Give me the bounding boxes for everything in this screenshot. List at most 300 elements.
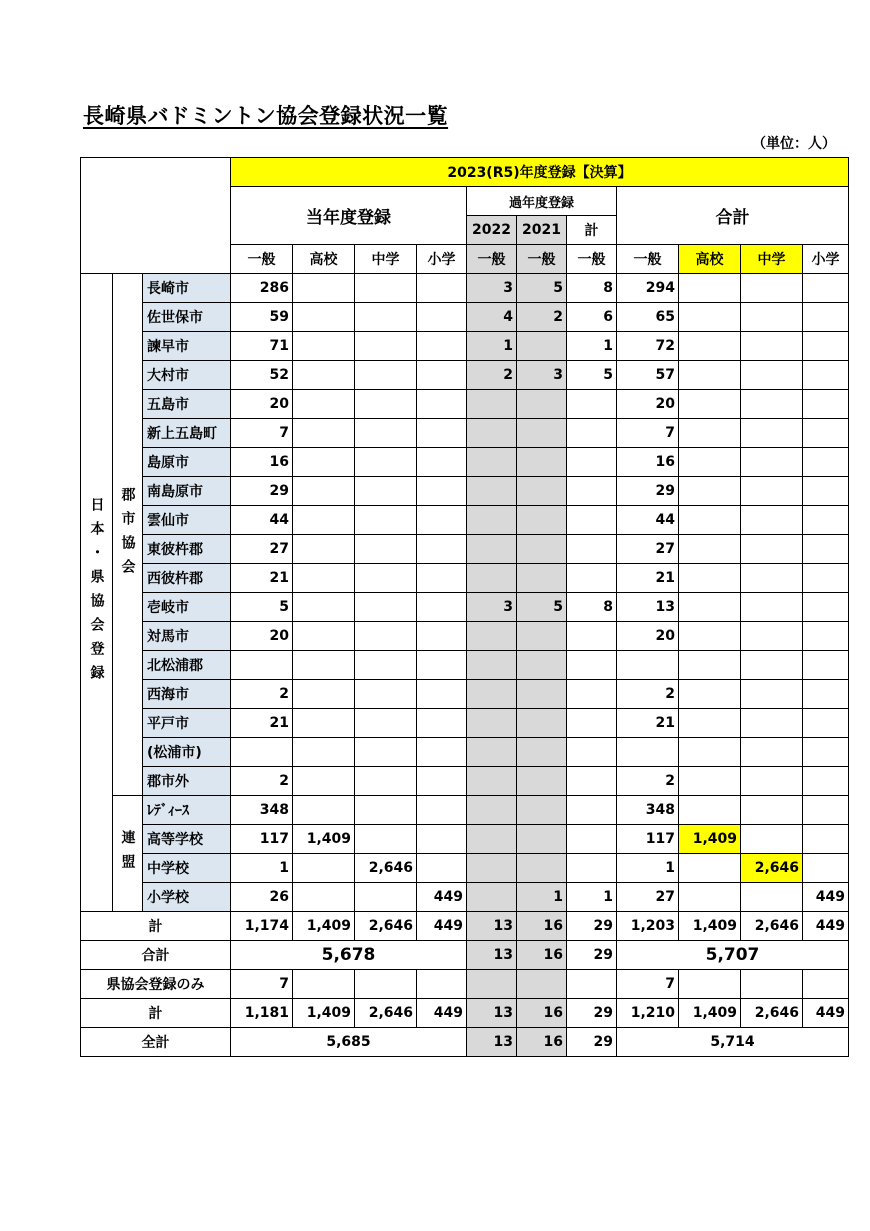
value-cell [355,303,417,332]
value-cell: 4 [467,303,517,332]
value-cell [417,738,467,767]
value-cell: 5 [567,361,617,390]
column-header: 小学 [417,245,467,274]
row-name: 大村市 [143,361,231,390]
value-cell [567,680,617,709]
table-row [81,593,849,622]
value-cell: 16 [517,999,567,1028]
value-cell: 13 [467,941,517,970]
value-cell [417,506,467,535]
value-cell: 449 [417,883,467,912]
value-cell [679,448,741,477]
past-2021-header: 2021 [517,216,567,245]
column-header: 一般 [567,245,617,274]
value-cell [803,535,849,564]
value-cell [293,448,355,477]
value-cell [679,564,741,593]
value-cell [355,332,417,361]
value-cell [567,651,617,680]
value-cell [355,419,417,448]
value-cell: 20 [231,390,293,419]
value-cell [293,709,355,738]
value-cell: 13 [467,912,517,941]
table-row [81,361,849,390]
value-cell [467,825,517,854]
value-cell [803,622,849,651]
value-cell [417,564,467,593]
value-cell [567,622,617,651]
row-name: ﾚﾃﾞｨｰｽ [143,796,231,825]
value-cell [417,854,467,883]
value-cell [741,709,803,738]
value-cell [517,709,567,738]
column-header: 高校 [293,245,355,274]
value-cell [803,796,849,825]
value-cell [517,390,567,419]
value-cell: 29 [567,912,617,941]
value-cell [293,651,355,680]
row-name: 諫早市 [143,332,231,361]
value-cell: 8 [567,593,617,622]
value-cell [803,303,849,332]
value-cell: 1,210 [617,999,679,1028]
value-cell: 57 [617,361,679,390]
value-cell [417,390,467,419]
value-cell [467,448,517,477]
value-cell: 2 [231,767,293,796]
value-cell [803,419,849,448]
value-cell [355,767,417,796]
value-cell: 3 [517,361,567,390]
row-name: 南島原市 [143,477,231,506]
value-cell [355,970,417,999]
row-name: 五島市 [143,390,231,419]
value-cell [293,535,355,564]
total2-label: 計 [81,999,231,1028]
value-cell [679,970,741,999]
value-cell: 348 [231,796,293,825]
value-cell [741,361,803,390]
value-cell: 348 [617,796,679,825]
value-cell [467,767,517,796]
value-cell [741,825,803,854]
value-cell [741,883,803,912]
gokei-label: 合計 [81,941,231,970]
value-cell [741,651,803,680]
value-cell: 5 [231,593,293,622]
value-cell: 2 [517,303,567,332]
value-cell [355,622,417,651]
value-cell [567,796,617,825]
value-cell: 1,409 [679,912,741,941]
value-cell [355,883,417,912]
value-cell [467,709,517,738]
value-cell [293,593,355,622]
total-header: 合計 [617,187,849,245]
value-cell: 2 [617,680,679,709]
current-year-header: 当年度登録 [231,187,467,245]
value-cell: 27 [617,883,679,912]
subtotal-row [81,912,849,941]
value-cell: 20 [617,622,679,651]
grand-current: 5,685 [231,1028,467,1057]
value-cell [679,593,741,622]
value-cell [467,796,517,825]
value-cell [803,361,849,390]
column-header: 一般 [617,245,679,274]
value-cell [741,593,803,622]
table-row [81,680,849,709]
value-cell: 1,409 [679,999,741,1028]
value-cell [517,448,567,477]
value-cell [803,448,849,477]
value-cell [741,506,803,535]
value-cell [293,767,355,796]
value-cell [417,622,467,651]
table-row [81,767,849,796]
value-cell [517,622,567,651]
value-cell [355,477,417,506]
value-cell [803,564,849,593]
value-cell [517,767,567,796]
value-cell [355,448,417,477]
value-cell: 44 [617,506,679,535]
value-cell [803,477,849,506]
table-row [81,419,849,448]
value-cell: 16 [517,1028,567,1057]
value-cell [679,361,741,390]
value-cell [803,738,849,767]
row-name: 西海市 [143,680,231,709]
table-row [81,709,849,738]
row-name: 新上五島町 [143,419,231,448]
value-cell: 8 [567,274,617,303]
table-row [81,448,849,477]
value-cell: 7 [617,970,679,999]
value-cell [741,419,803,448]
gokei-current: 5,678 [231,941,467,970]
table-row [81,332,849,361]
row-name: 西彼杵郡 [143,564,231,593]
value-cell: 1 [617,854,679,883]
value-cell [467,680,517,709]
value-cell [355,651,417,680]
value-cell [741,564,803,593]
value-cell: 449 [803,883,849,912]
value-cell [417,448,467,477]
column-header: 中学 [741,245,803,274]
value-cell: 21 [231,709,293,738]
value-cell [679,883,741,912]
value-cell [417,970,467,999]
group-league-label: 連盟 [113,796,143,912]
value-cell [417,680,467,709]
value-cell [517,738,567,767]
value-cell [417,825,467,854]
value-cell [293,680,355,709]
table-row [81,854,849,883]
value-cell [293,332,355,361]
value-cell: 7 [231,419,293,448]
row-name: 平戸市 [143,709,231,738]
value-cell [567,709,617,738]
value-cell: 5 [517,274,567,303]
value-cell [803,709,849,738]
row-name: 高等学校 [143,825,231,854]
value-cell: 2,646 [741,854,803,883]
value-cell [293,274,355,303]
value-cell: 449 [417,999,467,1028]
value-cell [567,564,617,593]
value-cell [741,448,803,477]
year-title: 2023(R5)年度登録【決算】 [231,158,849,187]
row-name: 北松浦郡 [143,651,231,680]
table-body [81,158,849,1057]
value-cell: 1,174 [231,912,293,941]
value-cell [567,825,617,854]
column-header: 中学 [355,245,417,274]
value-cell [517,477,567,506]
value-cell: 449 [417,912,467,941]
value-cell [293,738,355,767]
row-name: 壱岐市 [143,593,231,622]
value-cell [741,274,803,303]
value-cell [417,796,467,825]
value-cell [417,419,467,448]
value-cell [355,390,417,419]
table-row [81,390,849,419]
value-cell [467,651,517,680]
value-cell [293,970,355,999]
value-cell [467,477,517,506]
value-cell [803,274,849,303]
value-cell: 29 [567,941,617,970]
value-cell [803,767,849,796]
subtotal-label: 計 [81,912,231,941]
value-cell [517,970,567,999]
value-cell: 13 [617,593,679,622]
value-cell [517,825,567,854]
value-cell [679,680,741,709]
grand-label: 全計 [81,1028,231,1057]
value-cell: 294 [617,274,679,303]
value-cell: 117 [617,825,679,854]
value-cell [567,535,617,564]
value-cell [355,738,417,767]
value-cell: 2,646 [355,999,417,1028]
value-cell [803,332,849,361]
corner-cell [81,158,231,274]
row-name: 島原市 [143,448,231,477]
value-cell: 27 [617,535,679,564]
value-cell [679,854,741,883]
value-cell: 1,409 [293,912,355,941]
value-cell [355,796,417,825]
value-cell: 2,646 [355,854,417,883]
value-cell [417,332,467,361]
value-cell: 1,181 [231,999,293,1028]
value-cell [517,651,567,680]
value-cell [355,680,417,709]
value-cell: 29 [231,477,293,506]
value-cell: 1,409 [679,825,741,854]
value-cell [567,767,617,796]
value-cell [467,970,517,999]
group-outer-label: 日本・県協会登録 [81,274,113,912]
value-cell [741,332,803,361]
row-name: 対馬市 [143,622,231,651]
kenonly-row [81,970,849,999]
value-cell [355,361,417,390]
column-header: 一般 [231,245,293,274]
value-cell [741,738,803,767]
value-cell [803,506,849,535]
value-cell [517,419,567,448]
value-cell [741,767,803,796]
row-name: 小学校 [143,883,231,912]
value-cell: 21 [617,564,679,593]
value-cell: 26 [231,883,293,912]
value-cell [679,767,741,796]
past-2022-header: 2022 [467,216,517,245]
group-city-label: 郡市協会 [113,274,143,796]
value-cell [467,738,517,767]
value-cell [741,477,803,506]
value-cell [741,303,803,332]
value-cell: 1 [567,332,617,361]
value-cell: 7 [617,419,679,448]
value-cell [567,419,617,448]
value-cell [567,506,617,535]
row-name: 長崎市 [143,274,231,303]
value-cell [679,738,741,767]
value-cell: 2 [617,767,679,796]
value-cell [467,390,517,419]
value-cell [355,593,417,622]
value-cell [417,361,467,390]
value-cell [293,477,355,506]
value-cell [679,332,741,361]
value-cell [567,477,617,506]
gokei-row [81,941,849,970]
value-cell: 27 [231,535,293,564]
value-cell: 5 [517,593,567,622]
value-cell [417,535,467,564]
value-cell [803,970,849,999]
header-row-1 [81,158,849,187]
table-row [81,477,849,506]
value-cell [679,274,741,303]
value-cell: 52 [231,361,293,390]
value-cell [679,419,741,448]
value-cell [679,506,741,535]
kenonly-label: 県協会登録のみ [81,970,231,999]
value-cell [231,738,293,767]
table-row [81,274,849,303]
value-cell: 20 [617,390,679,419]
value-cell [741,796,803,825]
value-cell [679,535,741,564]
value-cell: 1 [467,332,517,361]
value-cell [617,651,679,680]
value-cell: 449 [803,999,849,1028]
value-cell [567,970,617,999]
value-cell [293,796,355,825]
row-name: 東彼杵郡 [143,535,231,564]
value-cell: 29 [567,999,617,1028]
value-cell [679,796,741,825]
row-name: 中学校 [143,854,231,883]
page-title: 長崎県バドミントン協会登録状況一覧 [83,104,449,128]
column-header: 一般 [467,245,517,274]
value-cell: 2 [467,361,517,390]
column-header: 高校 [679,245,741,274]
value-cell [293,390,355,419]
value-cell [679,477,741,506]
unit-label: （単位：人） [752,136,836,152]
value-cell [355,535,417,564]
value-cell [355,274,417,303]
grand-row [81,1028,849,1057]
value-cell [293,564,355,593]
value-cell [293,622,355,651]
value-cell: 2 [231,680,293,709]
value-cell [517,680,567,709]
value-cell: 117 [231,825,293,854]
value-cell [741,390,803,419]
value-cell [355,825,417,854]
value-cell [517,796,567,825]
value-cell [679,622,741,651]
table-row [81,825,849,854]
value-cell [467,419,517,448]
value-cell: 13 [467,999,517,1028]
column-header: 一般 [517,245,567,274]
value-cell: 1,409 [293,999,355,1028]
value-cell [679,709,741,738]
value-cell: 16 [517,941,567,970]
value-cell [467,535,517,564]
value-cell: 3 [467,274,517,303]
value-cell [417,274,467,303]
column-header: 小学 [803,245,849,274]
table-row [81,651,849,680]
value-cell [517,535,567,564]
value-cell: 29 [567,1028,617,1057]
value-cell [293,303,355,332]
value-cell: 59 [231,303,293,332]
value-cell [293,419,355,448]
value-cell [293,854,355,883]
value-cell [679,303,741,332]
value-cell: 65 [617,303,679,332]
grand-total: 5,714 [617,1028,849,1057]
value-cell [517,506,567,535]
gokei-total: 5,707 [617,941,849,970]
past-total-header: 計 [567,216,617,245]
registration-table [80,157,849,1057]
value-cell: 16 [617,448,679,477]
value-cell: 44 [231,506,293,535]
value-cell [355,564,417,593]
row-name: 雲仙市 [143,506,231,535]
value-cell: 29 [617,477,679,506]
value-cell [355,709,417,738]
value-cell [467,622,517,651]
value-cell [417,303,467,332]
value-cell [741,535,803,564]
value-cell [567,448,617,477]
